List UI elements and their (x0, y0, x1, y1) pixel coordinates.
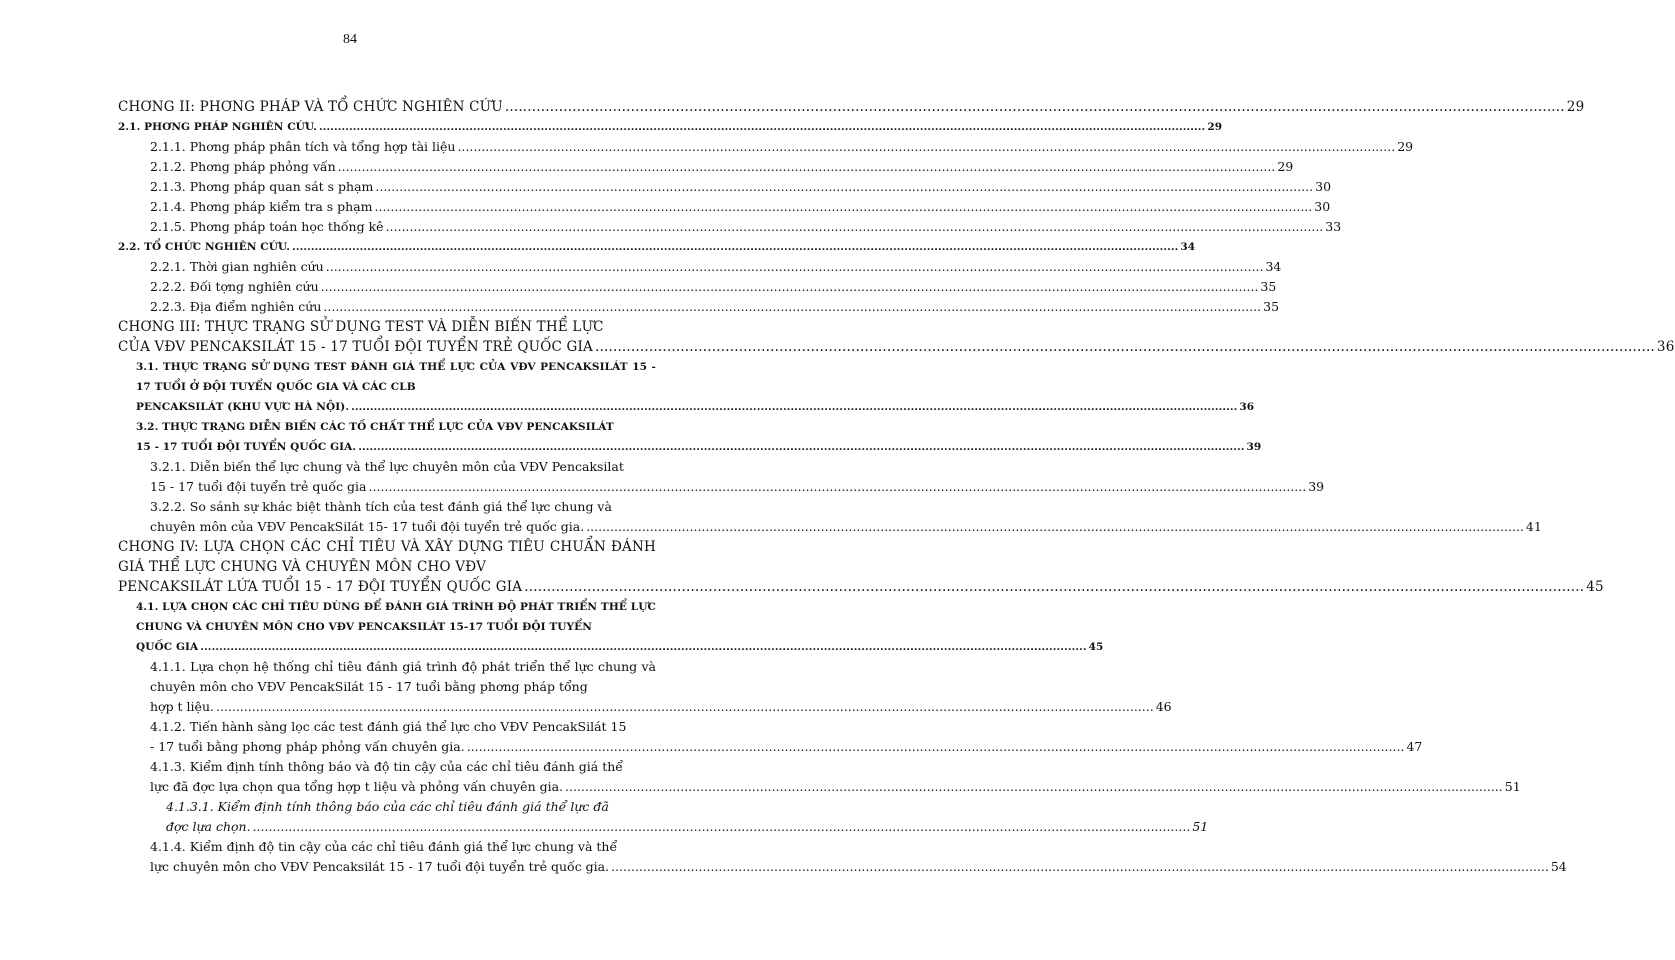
toc-entry-title: 15 - 17 TUỔI ĐỘI TUYỂN QUỐC GIA. (136, 441, 357, 453)
toc-entry-page: 30 (1315, 179, 1332, 194)
toc-dot-leader (611, 857, 1549, 877)
toc-dot-leader (457, 137, 1395, 157)
toc-entry-title: CỦA VĐV PENCAKSILÁT 15 - 17 TUỔI ĐỘI TUYỂN TRẺ QUỐC GIA (118, 339, 593, 355)
toc-dot-leader (524, 577, 1584, 597)
toc-entry[interactable] (118, 417, 1262, 457)
toc-entry-title: 2.2.3. Địa điểm nghiên cứu (150, 299, 322, 314)
toc-dot-leader (467, 737, 1405, 757)
toc-entry-title: CHƠNG II: PHƠNG PHÁP VÀ TỔ CHỨC NGHIÊN CỨU (118, 99, 503, 115)
toc-dot-leader (200, 637, 1086, 657)
toc-dot-leader (595, 337, 1655, 357)
toc-entry-page: 46 (1155, 699, 1172, 714)
toc-dot-leader (375, 177, 1313, 197)
toc-entry-lead: 3.2.1. Diễn biến thể lực chung và thể lực chuyên môn của VĐV Pencaksilat (150, 459, 624, 474)
toc-entry-title: hợp t liệu. (150, 699, 214, 714)
toc-entry-title: 2.1.5. Phơng pháp toán học thống kê (150, 219, 384, 234)
toc-entry-lead: 4.1.4. Kiểm định độ tin cậy của các chỉ tiêu đánh giá thể lực chung và thể (150, 839, 618, 854)
toc-entry-page: 30 (1314, 199, 1331, 214)
toc-dot-leader (586, 517, 1524, 537)
toc-dot-leader (319, 117, 1205, 137)
toc-entry-title: đợc lựa chọn. (166, 819, 251, 834)
toc-dot-leader (358, 437, 1244, 457)
toc-entry-page: 39 (1246, 441, 1262, 453)
toc-dot-leader (505, 97, 1565, 117)
toc-entry-title: PENCAKSILÁT (KHU VỰC HÀ NỘI). (136, 401, 350, 413)
toc-dot-leader (565, 777, 1503, 797)
toc-entry-page: 47 (1406, 739, 1423, 754)
toc-dot-leader (321, 277, 1259, 297)
toc-entry-title: 2.1.4. Phơng pháp kiểm tra s phạm (150, 199, 373, 214)
toc-entry-page: 34 (1265, 259, 1282, 274)
toc-entry-lead: 3.2.2. So sánh sự khác biệt thành tích của test đánh giá thể lực chung và (150, 499, 612, 514)
toc-entry[interactable] (118, 197, 1331, 217)
toc-dot-leader (253, 817, 1191, 837)
toc-dot-leader (375, 197, 1313, 217)
toc-entry[interactable] (118, 257, 1282, 277)
toc-entry-page: 34 (1180, 241, 1196, 253)
toc-entry-title: - 17 tuổi bằng phơng pháp phỏng vấn chuyên gia. (150, 739, 465, 754)
page-number: 84 (343, 32, 357, 47)
toc-entry[interactable] (118, 237, 1196, 257)
toc-entry[interactable] (118, 137, 1414, 157)
toc-entry-page: 54 (1550, 859, 1567, 874)
toc-entry-title: PENCAKSILÁT LỨA TUỔI 15 - 17 ĐỘI TUYỂN QUỐC GIA (118, 579, 523, 595)
toc-entry[interactable] (118, 457, 1325, 497)
toc-dot-leader (326, 257, 1264, 277)
toc-entry-lead: CHƠNG IV: LỰA CHỌN CÁC CHỈ TIÊU VÀ XÂY DỰNG TIÊU CHUẨN ĐÁNH GIÁ THỂ LỰC CHUNG VÀ CHUYÊN MÔN CHO VĐV (118, 539, 656, 575)
toc-entry[interactable] (118, 597, 1104, 657)
toc-dot-leader (216, 697, 1154, 717)
toc-entry-page: 29 (1566, 99, 1585, 115)
toc-entry[interactable] (118, 717, 1423, 757)
toc-entry[interactable] (118, 117, 1223, 137)
toc-entry-lead: CHƠNG III: THỰC TRẠNG SỬ DỤNG TEST VÀ DIỄN BIẾN THỂ LỰC (118, 319, 604, 335)
toc-entry-title: 2.2.1. Thời gian nghiên cứu (150, 259, 324, 274)
toc-entry-page: 29 (1277, 159, 1294, 174)
toc-entry-page: 45 (1088, 641, 1104, 653)
toc-entry-page: 29 (1397, 139, 1414, 154)
toc-entry-title: chuyên môn của VĐV PencakSilát 15- 17 tuổi đội tuyển trẻ quốc gia. (150, 519, 585, 534)
toc-entry-title: 2.1.2. Phơng pháp phỏng vấn (150, 159, 336, 174)
toc-entry[interactable] (118, 217, 1342, 237)
toc-entry-lead: 3.2. THỰC TRẠNG DIỄN BIẾN CÁC TỐ CHẤT THỂ LỰC CỦA VĐV PENCAKSILÁT (136, 421, 614, 433)
toc-dot-leader (323, 297, 1261, 317)
toc-entry-page: 36 (1239, 401, 1255, 413)
toc-entry-lead: 4.1. LỰA CHỌN CÁC CHỈ TIÊU DÙNG ĐỂ ĐÁNH GIÁ TRÌNH ĐỘ PHÁT TRIỂN THỂ LỰC CHUNG VÀ CHUYÊN MÔN CHO VĐV PENCAKSILÁT 15-17 TUỔI ĐỘI TUYỂN (136, 601, 656, 633)
toc-entry-page: 35 (1260, 279, 1277, 294)
toc-entry-lead: 4.1.1. Lựa chọn hệ thống chỉ tiêu đánh giá trình độ phát triển thể lực chung và chuyên môn cho VĐV PencakSilát 15 - 17 tuổi bằng phơng pháp tổng (150, 659, 656, 694)
toc-entry[interactable] (118, 797, 1209, 837)
toc-dot-leader (338, 157, 1276, 177)
toc-entry-page: 35 (1263, 299, 1280, 314)
toc-entry[interactable] (118, 357, 1255, 417)
toc-entry[interactable] (118, 157, 1294, 177)
toc-entry[interactable] (118, 317, 1675, 357)
table-of-contents (118, 97, 1675, 877)
toc-entry-title: 15 - 17 tuổi đội tuyển trẻ quốc gia (150, 479, 367, 494)
toc-entry-title: 2.2.2. Đối tợng nghiên cứu (150, 279, 319, 294)
toc-entry-title: 2.1. PHƠNG PHÁP NGHIÊN CỨU. (118, 121, 317, 133)
toc-entry-lead: 3.1. THỰC TRẠNG SỬ DỤNG TEST ĐÁNH GIÁ THỂ LỰC CỦA VĐV PENCAKSILÁT 15 - 17 TUỔI Ở ĐỘI TUYỂN QUỐC GIA VÀ CÁC CLB (136, 361, 656, 393)
toc-entry[interactable] (118, 497, 1542, 537)
toc-entry-page: 33 (1325, 219, 1342, 234)
toc-dot-leader (386, 217, 1324, 237)
toc-entry-page: 45 (1586, 579, 1604, 595)
toc-entry[interactable] (118, 657, 1172, 717)
toc-dot-leader (292, 237, 1178, 257)
toc-entry-title: lực đã đợc lựa chọn qua tổng hợp t liệu và phỏng vấn chuyên gia. (150, 779, 564, 794)
toc-entry-lead: 4.1.3. Kiểm định tính thông báo và độ tin cậy của các chỉ tiêu đánh giá thể (150, 759, 623, 774)
toc-entry[interactable] (118, 277, 1277, 297)
toc-entry[interactable] (118, 757, 1521, 797)
toc-entry-page: 41 (1525, 519, 1542, 534)
toc-entry-page: 39 (1308, 479, 1325, 494)
toc-entry[interactable] (118, 537, 1604, 597)
toc-entry-lead: 4.1.3.1. Kiểm định tính thông báo của các chỉ tiêu đánh giá thể lực đã (166, 799, 609, 814)
toc-dot-leader (351, 397, 1237, 417)
toc-dot-leader (369, 477, 1307, 497)
toc-entry[interactable] (118, 837, 1567, 877)
toc-entry[interactable] (118, 297, 1280, 317)
toc-entry-page: 51 (1504, 779, 1521, 794)
toc-entry-page: 51 (1192, 819, 1209, 834)
toc-entry-title: 2.1.3. Phơng pháp quan sát s phạm (150, 179, 374, 194)
toc-entry-page: 29 (1207, 121, 1223, 133)
toc-entry-title: 2.2. TỔ CHỨC NGHIÊN CỨU. (118, 241, 291, 253)
toc-entry[interactable] (118, 177, 1332, 197)
toc-entry-lead: 4.1.2. Tiến hành sàng lọc các test đánh giá thể lực cho VĐV PencakSilát 15 (150, 719, 627, 734)
toc-entry-title: lực chuyên môn cho VĐV Pencaksilát 15 - 17 tuổi đội tuyển trẻ quốc gia. (150, 859, 610, 874)
toc-entry[interactable] (118, 97, 1585, 117)
toc-entry-title: 2.1.1. Phơng pháp phân tích và tổng hợp tài liệu (150, 139, 456, 154)
toc-entry-page: 36 (1656, 339, 1675, 355)
toc-entry-title: QUỐC GIA (136, 641, 199, 653)
